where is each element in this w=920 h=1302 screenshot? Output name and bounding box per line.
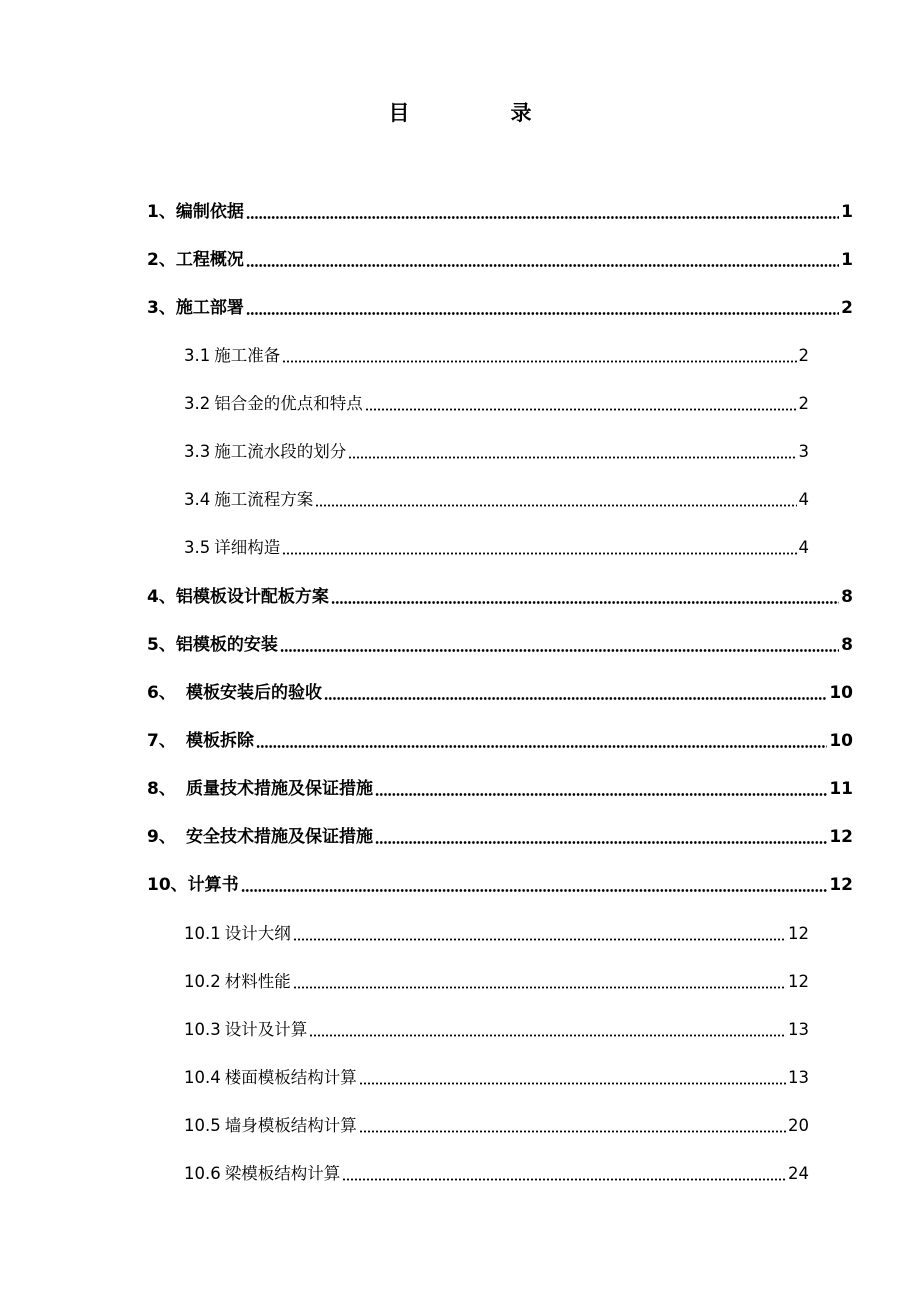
toc-entry-page: 13 bbox=[788, 1068, 809, 1087]
toc-entry-title: 施工流程方案 bbox=[214, 490, 314, 509]
toc-entry-number: 3.1 bbox=[184, 346, 211, 365]
dot-leader bbox=[375, 841, 827, 844]
toc-entry-2[interactable] bbox=[147, 245, 853, 273]
toc-entry-1[interactable] bbox=[147, 197, 853, 225]
dot-leader bbox=[315, 504, 796, 507]
toc-entry-4[interactable] bbox=[147, 582, 853, 610]
toc-entry-title: 详细构造 bbox=[214, 538, 281, 557]
dot-leader bbox=[348, 456, 796, 459]
toc-entry-page: 13 bbox=[788, 1020, 809, 1039]
toc-entry-title: 安全技术措施及保证措施 bbox=[186, 827, 373, 847]
dot-leader bbox=[246, 216, 839, 219]
toc-entry-6[interactable] bbox=[147, 678, 853, 706]
toc-entry-page: 20 bbox=[788, 1116, 809, 1135]
toc-entry-title: 模板拆除 bbox=[186, 731, 254, 751]
toc-entry-number: 10、 bbox=[147, 875, 188, 895]
toc-entry-title: 梁模板结构计算 bbox=[224, 1164, 341, 1183]
toc-entry-page: 12 bbox=[829, 875, 853, 895]
toc-entry-title: 铝模板的安装 bbox=[175, 635, 278, 655]
toc-entry-3[interactable] bbox=[147, 293, 853, 321]
toc-entry-number: 3.4 bbox=[184, 490, 211, 509]
toc-entry-10-1[interactable] bbox=[184, 919, 809, 947]
toc-entry-number: 1、 bbox=[147, 202, 176, 222]
toc-entry-number: 10.2 bbox=[184, 972, 221, 991]
toc-entry-number: 8、 bbox=[147, 779, 176, 799]
toc-entry-number: 10.3 bbox=[184, 1020, 221, 1039]
dot-leader bbox=[324, 697, 827, 700]
toc-entry-title: 计算书 bbox=[187, 875, 239, 895]
dot-leader bbox=[282, 360, 796, 363]
dot-leader bbox=[246, 312, 839, 315]
dot-leader bbox=[342, 1178, 786, 1181]
toc-entry-number: 3、 bbox=[147, 298, 176, 318]
dot-leader bbox=[365, 408, 797, 411]
toc-entry-number: 10.5 bbox=[184, 1116, 221, 1135]
toc-entry-10-5[interactable] bbox=[184, 1111, 809, 1139]
toc-entry-page: 8 bbox=[841, 587, 853, 607]
toc-entry-number: 6、 bbox=[147, 683, 176, 703]
toc-entry-10-3[interactable] bbox=[184, 1015, 809, 1043]
toc-entry-title: 材料性能 bbox=[224, 972, 291, 991]
toc-entry-title: 楼面模板结构计算 bbox=[224, 1068, 357, 1087]
toc-entry-title: 编制依据 bbox=[175, 202, 244, 222]
toc-entry-title: 铝合金的优点和特点 bbox=[214, 394, 363, 413]
toc-entry-number: 3.5 bbox=[184, 538, 211, 557]
dot-leader bbox=[359, 1130, 786, 1133]
dot-leader bbox=[375, 793, 827, 796]
toc-entry-3-3[interactable] bbox=[184, 437, 809, 465]
toc-entry-page: 10 bbox=[829, 683, 853, 703]
dot-leader bbox=[293, 986, 786, 989]
toc-entry-5[interactable] bbox=[147, 630, 853, 658]
toc-entry-page: 8 bbox=[841, 635, 853, 655]
toc-entry-title: 施工流水段的划分 bbox=[214, 442, 347, 461]
dot-leader bbox=[241, 889, 828, 892]
toc-entry-number: 3.3 bbox=[184, 442, 211, 461]
toc-entry-page: 12 bbox=[788, 972, 809, 991]
dot-leader bbox=[256, 745, 827, 748]
dot-leader bbox=[246, 264, 839, 267]
toc-entry-number: 4、 bbox=[147, 587, 176, 607]
toc-entry-page: 2 bbox=[798, 394, 809, 413]
page-title: 目 录 bbox=[388, 101, 572, 125]
toc-entry-3-4[interactable] bbox=[184, 485, 809, 513]
dot-leader bbox=[293, 938, 786, 941]
toc-entry-page: 11 bbox=[829, 779, 853, 799]
toc-entry-10[interactable] bbox=[147, 870, 853, 898]
toc-entry-3-1[interactable] bbox=[184, 341, 809, 369]
toc-entry-number: 10.6 bbox=[184, 1164, 221, 1183]
toc-entry-title: 施工准备 bbox=[214, 346, 281, 365]
toc-entry-number: 10.1 bbox=[184, 924, 221, 943]
toc-entry-9[interactable] bbox=[147, 822, 853, 850]
toc-entry-title: 工程概况 bbox=[175, 250, 244, 270]
dot-leader bbox=[280, 649, 839, 652]
toc-entry-page: 12 bbox=[829, 827, 853, 847]
dot-leader bbox=[282, 552, 796, 555]
dot-leader bbox=[309, 1034, 786, 1037]
toc-entry-title: 铝模板设计配板方案 bbox=[175, 587, 329, 607]
toc-entry-title: 设计大纲 bbox=[224, 924, 291, 943]
toc-entry-page: 1 bbox=[841, 202, 853, 222]
toc-entry-title: 质量技术措施及保证措施 bbox=[186, 779, 373, 799]
toc-entry-page: 24 bbox=[788, 1164, 809, 1183]
toc-entry-number: 2、 bbox=[147, 250, 176, 270]
toc-entry-page: 10 bbox=[829, 731, 853, 751]
toc-entry-8[interactable] bbox=[147, 774, 853, 802]
toc-entry-page: 2 bbox=[841, 298, 853, 318]
toc-entry-title: 设计及计算 bbox=[224, 1020, 308, 1039]
dot-leader bbox=[331, 601, 839, 604]
toc-entry-title: 施工部署 bbox=[175, 298, 244, 318]
toc-entry-page: 4 bbox=[798, 538, 809, 557]
toc-entry-3-2[interactable] bbox=[184, 389, 809, 417]
toc-entry-page: 2 bbox=[798, 346, 809, 365]
toc-entry-10-4[interactable] bbox=[184, 1063, 809, 1091]
toc-entry-number: 10.4 bbox=[184, 1068, 221, 1087]
dot-leader bbox=[359, 1082, 786, 1085]
toc-entry-3-5[interactable] bbox=[184, 533, 809, 561]
toc-entry-number: 5、 bbox=[147, 635, 176, 655]
toc-entry-number: 3.2 bbox=[184, 394, 211, 413]
toc-entry-number: 7、 bbox=[147, 731, 176, 751]
toc-entry-10-2[interactable] bbox=[184, 967, 809, 995]
toc-entry-title: 模板安装后的验收 bbox=[186, 683, 322, 703]
toc-entry-page: 3 bbox=[798, 442, 809, 461]
toc-entry-page: 1 bbox=[841, 250, 853, 270]
toc-entry-10-6[interactable] bbox=[184, 1159, 809, 1187]
toc-entry-number: 9、 bbox=[147, 827, 176, 847]
toc-entry-page: 4 bbox=[798, 490, 809, 509]
toc-entry-title: 墙身模板结构计算 bbox=[224, 1116, 357, 1135]
toc-entry-7[interactable] bbox=[147, 726, 853, 754]
toc-entry-page: 12 bbox=[788, 924, 809, 943]
